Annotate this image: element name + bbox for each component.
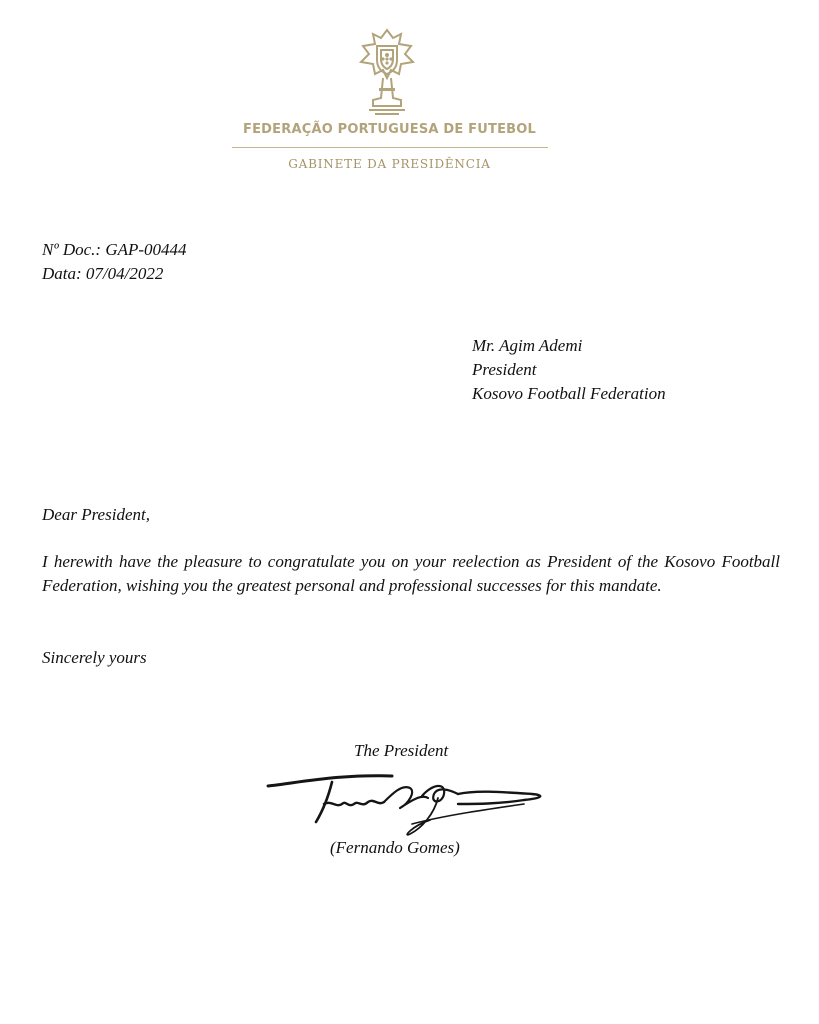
closing: Sincerely yours (42, 648, 147, 667)
recipient-block (472, 334, 666, 406)
organization-name: FEDERAÇÃO PORTUGUESA DE FUTEBOL (243, 122, 536, 137)
document-meta (42, 238, 187, 286)
department-name: GABINETE DA PRESIDÊNCIA (288, 157, 491, 171)
letterhead (0, 0, 819, 190)
letterhead-divider (232, 147, 548, 148)
signatory-title: The President (354, 741, 449, 760)
recipient-organization: Kosovo Football Federation (472, 384, 666, 403)
fpf-crest-icon (355, 28, 419, 116)
letter-body: I herewith have the pleasure to congratulate you on your reelection as President of the Kosovo Football Federation, wishing you the greatest personal and professional successes for this mandate. (42, 552, 780, 595)
salutation: Dear President, (42, 505, 150, 524)
document-number: Nº Doc.: GAP-00444 (42, 240, 187, 259)
recipient-name: Mr. Agim Ademi (472, 336, 583, 355)
document-date: Data: 07/04/2022 (42, 264, 164, 283)
recipient-title: President (472, 360, 537, 379)
signatory-name: (Fernando Gomes) (330, 838, 460, 857)
